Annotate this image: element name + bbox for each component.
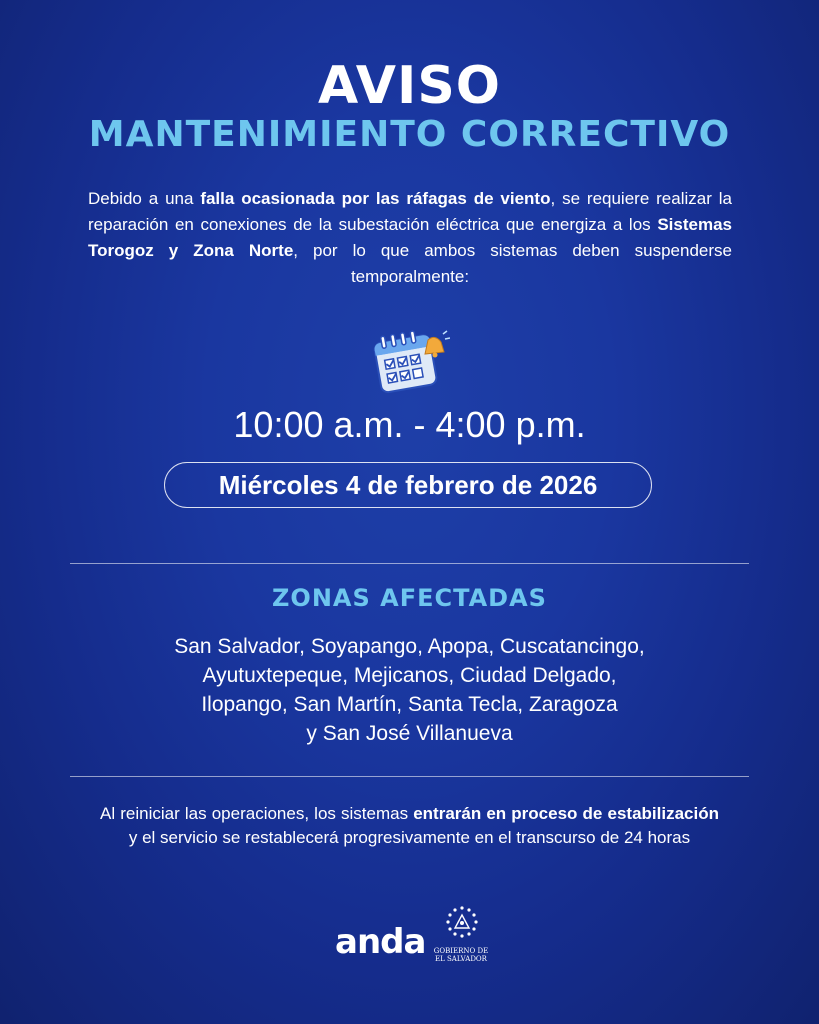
zones-title: ZONAS AFECTADAS [272, 584, 547, 612]
divider-bottom [70, 776, 749, 777]
government-label [428, 947, 494, 963]
zones-line: y San José Villanueva [306, 722, 513, 745]
intro-paragraph [88, 186, 732, 290]
zones-line: Ayutuxtepeque, Mejicanos, Ciudad Delgado, [202, 664, 617, 687]
zones-line: Ilopango, San Martín, Santa Tecla, Zaragoza [201, 693, 618, 716]
date-badge: Miércoles 4 de febrero de 2026 [164, 462, 652, 508]
intro-bold-1: falla ocasionada por las ráfagas de viento [200, 189, 551, 208]
divider-top [70, 563, 749, 564]
calendar-icon [370, 326, 450, 398]
time-range: 10:00 a.m. - 4:00 p.m. [233, 404, 586, 445]
government-seal-icon [438, 904, 486, 944]
intro-text-3: , por lo que ambos sistemas deben suspenderse temporalmente: [293, 241, 732, 286]
intro-bold-2: Sistemas Torogoz y Zona Norte [88, 215, 732, 260]
page-title: AVISO [318, 56, 501, 116]
footer-text-1: Al reiniciar las operaciones, los sistemas [100, 804, 414, 823]
zones-line: San Salvador, Soyapango, Apopa, Cuscatancingo, [174, 635, 645, 658]
government-label-line-1: GOBIERNO DE [433, 947, 489, 955]
intro-text-2: , se requiere realizar la reparación en conexiones de la subestación eléctrica que energiza a los [88, 189, 732, 234]
page-subtitle: MANTENIMIENTO CORRECTIVO [88, 114, 731, 155]
intro-text-1: Debido a una [88, 189, 201, 208]
footer-bold-1: entrarán en proceso de estabilización [413, 804, 719, 823]
zones-list [100, 632, 719, 748]
footer-paragraph [100, 802, 719, 850]
anda-logo: anda [335, 922, 426, 962]
logo-bar [0, 900, 819, 970]
footer-text-2: y el servicio se restablecerá progresivamente en el transcurso de 24 horas [128, 828, 691, 847]
government-label-line-2: EL SALVADOR [435, 955, 487, 963]
